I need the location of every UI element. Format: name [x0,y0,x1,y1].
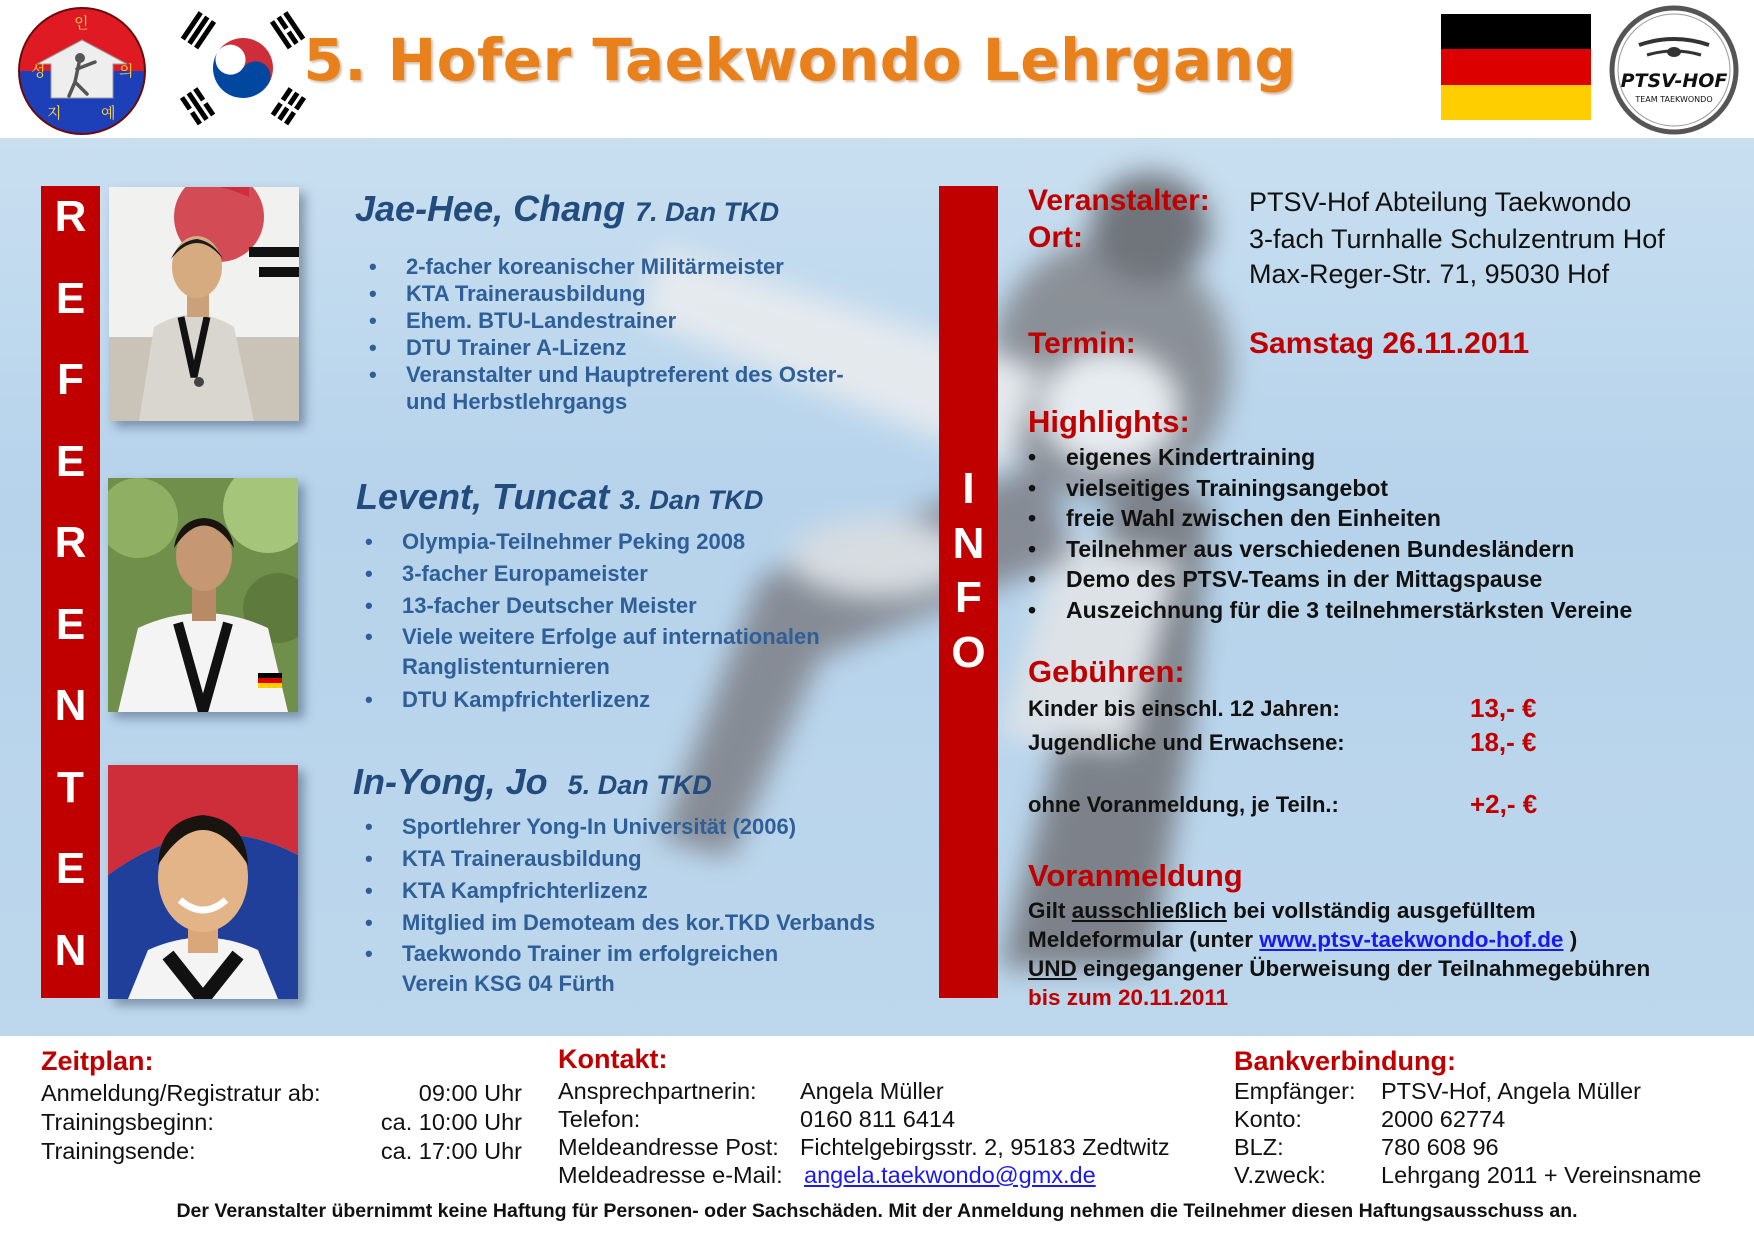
club-logo-char-5: 예 [101,104,116,122]
zeitplan-value-1: 09:00 Uhr [418,1080,522,1106]
referenten-bar-letter: E [55,273,86,323]
list-item: • Mitglied im Demoteam des kor.TKD Verbands [358,907,875,939]
kontakt-label-2: Telefon: [558,1106,641,1132]
bank-value-3: 780 608 96 [1381,1134,1499,1160]
kontakt-title: Kontakt: [558,1044,668,1074]
fee-label-children: Kinder bis einschl. 12 Jahren: [1028,696,1340,721]
voranmeldung-line-2 [1028,927,1577,953]
list-item-continuation: und Herbstlehrgangs [406,389,628,414]
termin-value: Samstag 26.11.2011 [1249,327,1530,360]
list-item-text: Veranstalter und Hauptreferent des Oster- [406,362,844,387]
referent-name-3 [353,761,712,803]
disclaimer: Der Veranstalter übernimmt keine Haftung für Personen- oder Sachschäden. Mit der Anmeldung nehmen die Teilnehmer diesen Haftungsausschuss an. [176,1200,1578,1222]
bank-value-2: 2000 62774 [1381,1106,1506,1132]
website-link[interactable]: www.ptsv-taekwondo-hof.de [1259,927,1564,952]
list-item [358,939,875,999]
list-item: • Sportlehrer Yong-In Universität (2006) [358,811,875,843]
page-title: 5. Hofer Taekwondo Lehrgang [303,26,1297,94]
ort-label: Ort: [1028,221,1083,254]
referenten-bar-letter: E [55,436,86,486]
voranmeldung-line-3 [1028,956,1650,982]
referenten-bar-letter: N [54,681,87,730]
voranmeldung-deadline: bis zum 20.11.2011 [1028,985,1229,1010]
kontakt-label-1: Ansprechpartnerin: [558,1078,757,1104]
referent-1-dan: 7. Dan TKD [635,197,780,227]
ptsv-logo-name: PTSV-HOF [1620,70,1728,92]
referenten-bar-letter: T [57,762,84,812]
list-item: • 2-facher koreanischer Militärmeister [362,253,844,280]
zeitplan-label-2: Trainingsbeginn: [41,1109,214,1135]
bank-label-4: V.zweck: [1234,1162,1326,1188]
bank-value-4: Lehrgang 2011 + Vereinsname [1381,1162,1702,1188]
email-link[interactable]: angela.taekwondo@gmx.de [804,1162,1096,1188]
fee-label-late: ohne Voranmeldung, je Teiln.: [1028,792,1339,817]
zeitplan-value-2: ca. 10:00 Uhr [380,1109,522,1135]
referenten-bar-letter: R [54,192,87,241]
referent-3-dan: 5. Dan TKD [567,770,712,800]
info-bar [939,186,998,998]
kontakt-value-1: Angela Müller [800,1078,944,1104]
list-item: • DTU Kampfrichterlizenz [358,684,820,716]
referent-name-2 [356,476,763,518]
club-logo-char-3: 의 [119,62,134,80]
list-item: • vielseitiges Trainingsangebot [1028,473,1632,504]
veranstalter-value: PTSV-Hof Abteilung Taekwondo [1249,187,1632,217]
voranmeldung-line-1 [1028,898,1536,924]
list-item: • Auszeichnung für die 3 teilnehmerstärksten Vereine [1028,595,1632,626]
list-item: • Demo des PTSV-Teams in der Mittagspause [1028,564,1632,595]
kontakt-label-3: Meldeandresse Post: [558,1134,779,1160]
fee-value-children: 13,- € [1470,693,1537,723]
zeitplan-value-3: ca. 17:00 Uhr [380,1138,522,1164]
bank-value-1: PTSV-Hof, Angela Müller [1381,1078,1641,1104]
header [0,0,1754,138]
referent-2-name: Levent, Tuncat [356,476,610,517]
zeitplan-label-3: Trainingsende: [41,1138,196,1164]
list-item-continuation: Ranglistenturnieren [402,654,610,679]
voranmeldung-text: eingegangener Überweisung der Teilnahmegebühren [1076,956,1651,981]
list-item-continuation: Verein KSG 04 Fürth [402,971,615,996]
veranstalter-label: Veranstalter: [1028,184,1210,217]
kontakt-value-3: Fichtelgebirgsstr. 2, 95183 Zedtwitz [800,1134,1170,1160]
ort-line-1: 3-fach Turnhalle Schulzentrum Hof [1249,224,1665,254]
list-item: • DTU Trainer A-Lizenz [362,334,844,361]
kontakt-value-2: 0160 811 6414 [800,1106,956,1132]
referenten-bar-letter: E [55,599,86,649]
voranmeldung-emphasis: UND [1028,956,1077,981]
list-item: • freie Wahl zwischen den Einheiten [1028,503,1632,534]
club-logo-char-1: 성 [31,62,46,80]
termin-label: Termin: [1028,327,1136,360]
referent-2-dan: 3. Dan TKD [619,485,764,515]
list-item-text: Viele weitere Erfolge auf internationalen [402,624,820,649]
photo-jae-hee-chang [109,187,299,421]
referenten-bar-letter: N [54,925,87,975]
bank-label-3: BLZ: [1234,1134,1284,1160]
list-item: • eigenes Kindertraining [1028,442,1632,473]
referent-3-name: In-Yong, Jo [353,761,548,802]
fee-value-late: +2,- € [1470,789,1538,819]
fees-title: Gebühren: [1028,654,1185,689]
footer [0,1036,1754,1240]
main-area [0,138,1754,1036]
highlights-title: Highlights: [1028,404,1190,439]
bank-title: Bankverbindung: [1234,1046,1457,1076]
referent-1-name: Jae-Hee, Chang [355,188,626,229]
kontakt-email-label: Meldeadresse e-Mail: [558,1162,783,1188]
photo-levent-tuncat [108,478,298,712]
fee-value-adults: 18,- € [1470,727,1537,757]
list-item-text: Taekwondo Trainer im erfolgreichen [402,941,779,966]
list-item [358,622,820,682]
referenten-bar-letter: E [55,844,86,893]
referenten-bar [41,186,100,998]
voranmeldung-emphasis: ausschließlich [1071,898,1227,923]
germany-flag-icon [1441,14,1591,120]
photo-in-yong-jo [108,765,298,999]
ort-line-2: Max-Reger-Str. 71, 95030 Hof [1249,259,1610,289]
voranmeldung-text: ) [1563,927,1578,952]
info-bar-letter: N [952,518,985,568]
referenten-bar-letter: R [54,518,87,567]
list-item [362,361,844,415]
list-item: • KTA Kampfrichterlizenz [358,875,875,907]
referent-3-list [358,811,875,999]
list-item: • Olympia-Teilnehmer Peking 2008 [358,526,820,558]
info-bar-letter: O [951,627,986,677]
voranmeldung-text: Meldeformular (unter [1028,927,1260,952]
list-item: • 3-facher Europameister [358,558,820,590]
referenten-bar-letter: F [57,355,84,404]
ptsv-logo [1609,5,1739,135]
bank-label-2: Konto: [1234,1106,1302,1132]
club-logo-char-2: 인 [74,14,89,32]
info-bar-letter: I [962,464,975,513]
referent-2-list [358,526,820,716]
referent-1-list [362,253,844,415]
list-item: • Teilnehmer aus verschiedenen Bundesländern [1028,534,1632,565]
info-bar-letter: F [955,573,982,622]
club-logo [17,6,147,136]
bank-label-1: Empfänger: [1234,1078,1356,1104]
club-logo-char-4: 지 [47,104,62,122]
zeitplan-label-1: Anmeldung/Registratur ab: [41,1080,321,1106]
referent-name-1 [355,188,779,230]
fee-label-adults: Jugendliche und Erwachsene: [1028,730,1345,755]
voranmeldung-text: Gilt [1028,898,1072,923]
list-item: • 13-facher Deutscher Meister [358,590,820,622]
list-item: • Ehem. BTU-Landestrainer [362,307,844,334]
ptsv-logo-sub: TEAM TAEKWONDO [1635,95,1713,104]
list-item: • KTA Trainerausbildung [362,280,844,307]
voranmeldung-title: Voranmeldung [1028,858,1243,893]
list-item: • KTA Trainerausbildung [358,843,875,875]
zeitplan-title: Zeitplan: [41,1046,154,1076]
voranmeldung-text: bei vollständig ausgefülltem [1226,898,1536,923]
korea-flag-icon [168,8,318,128]
highlights-list [1028,442,1632,625]
